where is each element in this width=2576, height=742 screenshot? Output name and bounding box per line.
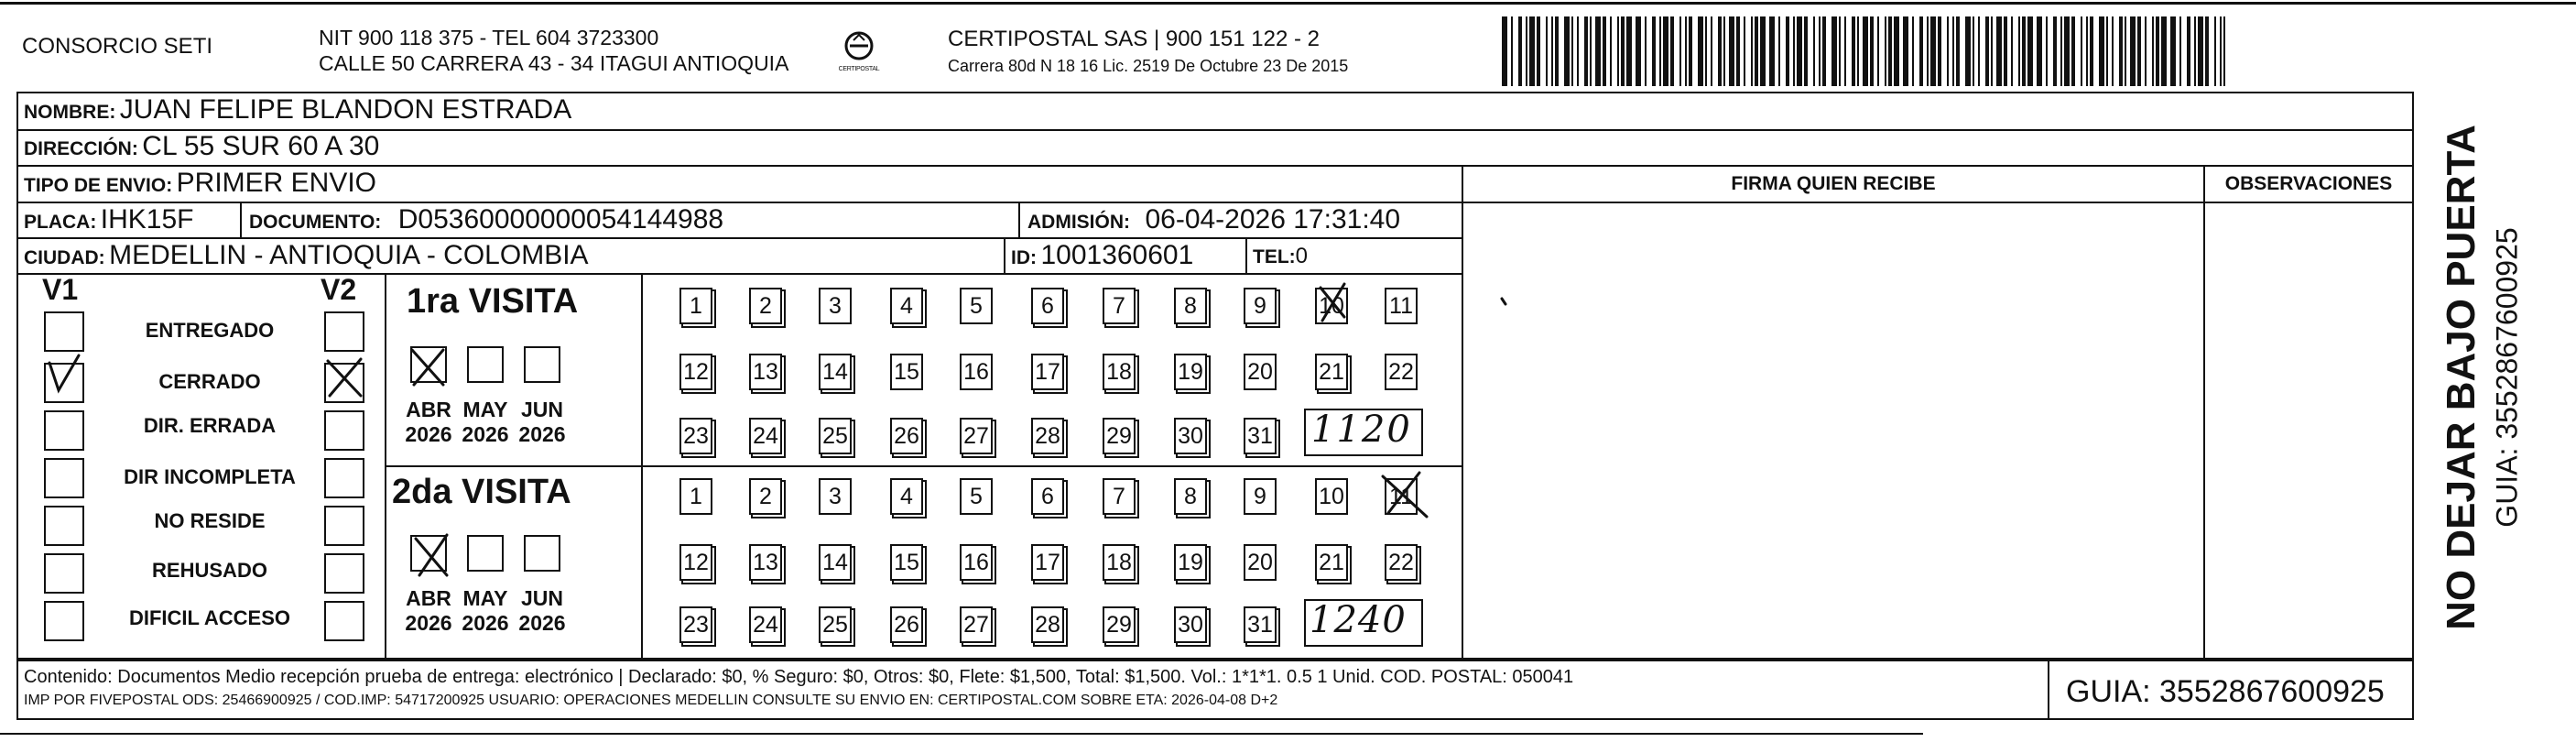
first-visit-month-checkbox[interactable] — [524, 346, 560, 383]
address-line: CALLE 50 CARRERA 43 - 34 ITAGUI ANTIOQUIA — [319, 51, 789, 75]
second-visit-day-26[interactable]: 26 — [890, 606, 923, 643]
barcode-bar — [1751, 16, 1753, 86]
barcode-bar — [1793, 16, 1795, 86]
barcode-bar — [2071, 16, 2075, 86]
direccion-field — [24, 131, 379, 162]
barcode-bar — [2004, 16, 2007, 86]
barcode-bar — [1595, 16, 1601, 86]
v2-checkbox[interactable] — [324, 601, 364, 641]
barcode-bar — [1511, 16, 1513, 86]
first-visit-day-6[interactable]: 6 — [1031, 288, 1064, 324]
first-visit-day-10[interactable]: 10 — [1315, 288, 1348, 324]
barcode-bar — [2086, 16, 2088, 86]
barcode-bar — [1698, 16, 1703, 86]
first-visit-day-3[interactable]: 3 — [819, 288, 852, 324]
first-visit-day-16[interactable]: 16 — [960, 354, 993, 390]
barcode-bar — [1952, 16, 1954, 86]
second-visit-title: 2da VISITA — [392, 473, 571, 511]
barcode-bar — [2064, 16, 2070, 86]
cell-line — [1245, 237, 1247, 273]
status-reason-label: NO RESIDE — [154, 509, 266, 532]
second-visit-day-20[interactable]: 20 — [1244, 544, 1277, 581]
second-visit-day-8[interactable]: 8 — [1174, 478, 1207, 515]
v2-checkbox[interactable] — [324, 553, 364, 594]
barcode-bar — [1985, 16, 1989, 86]
month-name: JUN — [520, 586, 563, 610]
v1-checkbox[interactable] — [44, 601, 84, 641]
second-visit-day-24[interactable]: 24 — [749, 606, 782, 643]
v1-checkbox[interactable] — [44, 363, 84, 403]
id-label: ID: — [1011, 247, 1037, 268]
barcode-bar — [1870, 16, 1874, 86]
barcode-bar — [1760, 16, 1766, 86]
barcode-bar — [1551, 16, 1553, 86]
second-visit-day-28[interactable]: 28 — [1031, 606, 1064, 643]
barcode-bar — [2046, 16, 2048, 86]
barcode-bar — [2022, 16, 2026, 86]
first-visit-month-label — [397, 398, 461, 447]
barcode-bar — [1685, 16, 1687, 86]
barcode-bar — [1537, 16, 1540, 86]
barcode-bar — [1852, 16, 1855, 86]
barcode-bar — [1804, 16, 1808, 86]
barcode-bar — [1844, 16, 1846, 86]
first-visit-day-23[interactable]: 23 — [679, 418, 712, 454]
footer-line2: IMP POR FIVEPOSTAL ODS: 25466900925 / COD.IMP: 54717200925 USUARIO: OPERACIONES MEDELLIN CONSULTE SU ENVIO EN: CERTIPOSTAL.COM SOBRE ETA: 2026-04-08 D+2 — [24, 693, 1278, 708]
second-visit-day-6[interactable]: 6 — [1031, 478, 1064, 515]
barcode-bar — [2053, 16, 2057, 86]
v2-checkbox[interactable] — [324, 410, 364, 451]
status-reason-label: DIFICIL ACCESO — [128, 606, 290, 629]
barcode-bar — [1857, 16, 1859, 86]
certipostal-logo — [831, 26, 886, 81]
first-visit-day-19[interactable]: 19 — [1174, 354, 1207, 390]
month-name: ABR — [406, 398, 451, 421]
certipostal-line2: Carrera 80d N 18 16 Lic. 2519 De Octubre 23 De 2015 — [948, 57, 1349, 75]
second-visit-day-27[interactable]: 27 — [960, 606, 993, 643]
barcode-bar — [1938, 16, 1941, 86]
first-visit-day-4[interactable]: 4 — [890, 288, 923, 324]
first-visit-day-31[interactable]: 31 — [1244, 418, 1277, 454]
tel-label: TEL: — [1253, 246, 1296, 267]
v1-checkbox[interactable] — [44, 410, 84, 451]
second-visit-day-14[interactable]: 14 — [819, 544, 852, 581]
second-visit-day-1[interactable]: 1 — [679, 478, 712, 515]
barcode-bar — [1797, 16, 1802, 86]
month-name: MAY — [462, 398, 508, 421]
second-visit-day-3[interactable]: 3 — [819, 478, 852, 515]
admision-value: 06-04-2026 17:31:40 — [1145, 204, 1401, 235]
barcode-bar — [2037, 16, 2042, 86]
barcode-bar — [1617, 16, 1619, 86]
second-visit-day-29[interactable]: 29 — [1103, 606, 1136, 643]
barcode-bar — [1610, 16, 1612, 86]
barcode-bar — [2011, 16, 2013, 86]
barcode-bar — [1831, 16, 1837, 86]
barcode-bar — [1636, 16, 1641, 86]
first-visit-month-label — [453, 398, 517, 447]
barcode-bar — [2145, 16, 2147, 86]
v2-checkbox[interactable] — [324, 458, 364, 498]
first-visit-day-27[interactable]: 27 — [960, 418, 993, 454]
top-edge — [0, 2, 2576, 5]
first-visit-month-label — [510, 398, 574, 447]
direccion-value: CL 55 SUR 60 A 30 — [142, 131, 380, 161]
first-visit-title: 1ra VISITA — [407, 282, 579, 321]
barcode-bar — [1689, 16, 1692, 86]
second-visit-month-checkbox[interactable] — [524, 535, 560, 572]
bottom-edge — [0, 733, 1923, 735]
placa-field — [24, 204, 194, 235]
barcode-bar — [1621, 16, 1625, 86]
barcode-bar — [1769, 16, 1775, 86]
barcode-bar — [2179, 16, 2181, 86]
barcode-bar — [1571, 16, 1573, 86]
barcode-bar — [1626, 16, 1632, 86]
barcode-bar — [1885, 16, 1886, 86]
month-year: 2026 — [405, 611, 452, 635]
barcode-bar — [2027, 16, 2033, 86]
second-visit-time: 1240 — [1310, 599, 1407, 641]
barcode-bar — [1755, 16, 1758, 86]
barcode-bar — [1956, 16, 1960, 86]
barcode-bar — [1729, 16, 1734, 86]
barcode-bar — [2060, 16, 2062, 86]
status-reason-label: ENTREGADO — [145, 319, 275, 342]
barcode-bar — [1965, 16, 1971, 86]
second-visit-day-18[interactable]: 18 — [1103, 544, 1136, 581]
tipo-envio-value: PRIMER ENVIO — [176, 168, 377, 198]
logo-caption: CERTIPOSTAL — [838, 66, 880, 72]
barcode-bar — [2205, 16, 2209, 86]
barcode-bar — [2125, 16, 2126, 86]
barcode-bar — [2081, 16, 2082, 86]
barcode-bar — [1555, 16, 1559, 86]
tel-field — [1253, 244, 1308, 269]
second-visit-day-16[interactable]: 16 — [960, 544, 993, 581]
barcode-bar — [1930, 16, 1936, 86]
barcode-bar — [2106, 16, 2108, 86]
barcode-bar — [2119, 16, 2123, 86]
nombre-label: NOMBRE: — [24, 102, 116, 123]
second-visit-day-15[interactable]: 15 — [890, 544, 923, 581]
barcode-bar — [1991, 16, 1993, 86]
second-visit-day-31[interactable]: 31 — [1244, 606, 1277, 643]
barcode-bar — [1670, 16, 1674, 86]
barcode-bar — [2112, 16, 2114, 86]
tipo-envio-label: TIPO DE ENVIO: — [24, 175, 173, 196]
footer-line1: Contenido: Documentos Medio recepción prueba de entrega: electrónico | Declarado: $0, % Seguro: $0, Otros: $0, Flete: $1,500, Total: $1,500. Vol.: 1*1*1. 0.5 1 Unid. COD. POSTAL: 050041 — [24, 667, 1574, 687]
second-visit-day-11[interactable]: 11 — [1385, 478, 1418, 515]
month-name: MAY — [462, 586, 508, 610]
id-value: 1001360601 — [1040, 240, 1194, 270]
barcode-bar — [1645, 16, 1647, 86]
barcode-bar — [1577, 16, 1579, 86]
barcode-bar — [1894, 16, 1899, 86]
second-visit-day-5[interactable]: 5 — [960, 478, 993, 515]
documento-field — [249, 204, 723, 235]
row-line — [16, 273, 1463, 275]
obs-col-line — [2203, 165, 2205, 660]
nit-line: NIT 900 118 375 - TEL 604 3723300 — [319, 26, 659, 49]
barcode-bar — [1736, 16, 1740, 86]
barcode-bar — [1744, 16, 1745, 86]
second-visit-month-checkbox[interactable] — [467, 535, 504, 572]
second-visit-month-label — [397, 586, 461, 636]
first-visit-month-checkbox[interactable] — [467, 346, 504, 383]
second-visit-day-2[interactable]: 2 — [749, 478, 782, 515]
nombre-value: JUAN FELIPE BLANDON ESTRADA — [119, 94, 572, 125]
first-visit-day-5[interactable]: 5 — [960, 288, 993, 324]
direccion-label: DIRECCIÓN: — [24, 138, 138, 159]
month-year: 2026 — [405, 422, 452, 446]
barcode-bar — [1996, 16, 2002, 86]
barcode-bar — [2090, 16, 2093, 86]
first-visit-day-21[interactable]: 21 — [1315, 354, 1348, 390]
status-reason-label: REHUSADO — [152, 559, 267, 582]
status-reason-label: DIR. ERRADA — [143, 414, 277, 437]
first-visit-day-8[interactable]: 8 — [1174, 288, 1207, 324]
first-visit-day-24[interactable]: 24 — [749, 418, 782, 454]
barcode-bar — [1502, 16, 1507, 86]
month-year: 2026 — [518, 422, 566, 446]
barcode-bar — [2170, 16, 2176, 86]
month-year: 2026 — [462, 611, 509, 635]
barcode-bar — [2130, 16, 2136, 86]
first-visit-day-18[interactable]: 18 — [1103, 354, 1136, 390]
cell-line — [1004, 237, 1005, 273]
barcode-bar — [2099, 16, 2104, 86]
documento-label: DOCUMENTO: — [249, 212, 382, 233]
barcode-bar — [2152, 16, 2154, 86]
v1-checkbox[interactable] — [44, 506, 84, 546]
ciudad-value: MEDELLIN - ANTIOQUIA - COLOMBIA — [109, 240, 589, 270]
barcode-bar — [1912, 16, 1914, 86]
barcode-bar — [2187, 16, 2190, 86]
company-name: CONSORCIO SETI — [22, 34, 213, 59]
barcode-bar — [1919, 16, 1923, 86]
barcode-bar — [2194, 16, 2196, 86]
first-visit-day-9[interactable]: 9 — [1244, 288, 1277, 324]
second-visit-day-25[interactable]: 25 — [819, 606, 852, 643]
barcode-bar — [2198, 16, 2203, 86]
id-field — [1011, 240, 1193, 271]
first-visit-day-28[interactable]: 28 — [1031, 418, 1064, 454]
v1-checkbox[interactable] — [44, 458, 84, 498]
status-reason-label: CERRADO — [158, 370, 261, 393]
barcode-bar — [1679, 16, 1681, 86]
v2-checkbox[interactable] — [324, 311, 364, 352]
barcode-bar — [1711, 16, 1712, 86]
month-name: JUN — [520, 398, 563, 421]
observaciones-header: OBSERVACIONES — [2224, 173, 2393, 194]
cell-line — [240, 202, 242, 237]
certipostal-line1: CERTIPOSTAL SAS | 900 151 122 - 2 — [948, 27, 1320, 51]
row-line — [16, 202, 2414, 203]
barcode-bar — [2223, 16, 2225, 86]
first-visit-time: 1120 — [1311, 409, 1412, 451]
first-visit-month-checkbox[interactable] — [410, 346, 447, 383]
v1-checkbox[interactable] — [44, 553, 84, 594]
barcode-bar — [1813, 16, 1815, 86]
barcode-bar — [1603, 16, 1606, 86]
barcode-bar — [1903, 16, 1908, 86]
first-visit-day-7[interactable]: 7 — [1103, 288, 1136, 324]
barcode-bar — [1888, 16, 1892, 86]
v2-checkbox[interactable] — [324, 506, 364, 546]
tipo-envio-field — [24, 168, 376, 199]
documento-value: D05360000000054144988 — [397, 204, 724, 235]
cell-line — [1018, 202, 1020, 237]
barcode-bar — [1947, 16, 1949, 86]
barcode-bar — [1973, 16, 1974, 86]
barcode — [1502, 16, 2225, 86]
barcode-bar — [1778, 16, 1780, 86]
barcode-bar — [1927, 16, 1929, 86]
barcode-bar — [1590, 16, 1592, 86]
barcode-bar — [1819, 16, 1821, 86]
first-visit-day-15[interactable]: 15 — [890, 354, 923, 390]
barcode-bar — [1839, 16, 1841, 86]
second-visit-day-17[interactable]: 17 — [1031, 544, 1064, 581]
barcode-bar — [1546, 16, 1548, 86]
first-visit-day-30[interactable]: 30 — [1174, 418, 1207, 454]
first-visit-day-1[interactable]: 1 — [679, 288, 712, 324]
side-warning: NO DEJAR BAJO PUERTA — [2439, 125, 2484, 630]
barcode-bar — [1718, 16, 1722, 86]
tel-value: 0 — [1295, 244, 1309, 268]
placa-label: PLACA: — [24, 212, 97, 233]
first-visit-day-17[interactable]: 17 — [1031, 354, 1064, 390]
first-visit-day-13[interactable]: 13 — [749, 354, 782, 390]
second-visit-day-30[interactable]: 30 — [1174, 606, 1207, 643]
second-visit-month-label — [453, 586, 517, 636]
barcode-bar — [2156, 16, 2159, 86]
barcode-bar — [1564, 16, 1570, 86]
second-visit-day-9[interactable]: 9 — [1244, 478, 1277, 515]
first-visit-day-20[interactable]: 20 — [1244, 354, 1277, 390]
placa-value: IHK15F — [100, 204, 194, 235]
footer-guia: GUIA: 3552867600925 — [2066, 674, 2385, 709]
first-visit-day-25[interactable]: 25 — [819, 418, 852, 454]
barcode-bar — [1877, 16, 1879, 86]
barcode-bar — [1786, 16, 1789, 86]
first-visit-day-14[interactable]: 14 — [819, 354, 852, 390]
month-name: ABR — [406, 586, 451, 610]
barcode-bar — [1863, 16, 1868, 86]
side-guia: GUIA: 3552867600925 — [2490, 227, 2524, 528]
second-visit-day-4[interactable]: 4 — [890, 478, 923, 515]
v1-checkbox[interactable] — [44, 311, 84, 352]
barcode-bar — [2220, 16, 2222, 86]
admision-label: ADMISIÓN: — [1027, 212, 1130, 233]
admision-field — [1027, 204, 1400, 235]
nombre-field — [24, 94, 571, 125]
second-visit-day-23[interactable]: 23 — [679, 606, 712, 643]
first-visit-day-22[interactable]: 22 — [1385, 354, 1418, 390]
barcode-bar — [1659, 16, 1661, 86]
row-line — [16, 165, 2414, 167]
barcode-bar — [2161, 16, 2167, 86]
section-line — [385, 465, 1462, 467]
second-visit-day-13[interactable]: 13 — [749, 544, 782, 581]
first-visit-day-2[interactable]: 2 — [749, 288, 782, 324]
ciudad-label: CIUDAD: — [24, 247, 105, 268]
second-visit-month-label — [510, 586, 574, 636]
barcode-bar — [1526, 16, 1527, 86]
ciudad-field — [24, 240, 589, 271]
status-reason-label: DIR INCOMPLETA — [124, 465, 296, 488]
barcode-bar — [1822, 16, 1826, 86]
barcode-bar — [1529, 16, 1535, 86]
v2-label: V2 — [321, 273, 357, 306]
first-visit-day-26[interactable]: 26 — [890, 418, 923, 454]
firma-col-line — [1462, 165, 1463, 660]
v2-checkbox[interactable] — [324, 363, 364, 403]
barcode-bar — [1584, 16, 1588, 86]
month-year: 2026 — [462, 422, 509, 446]
second-visit-day-19[interactable]: 19 — [1174, 544, 1207, 581]
barcode-bar — [1518, 16, 1522, 86]
barcode-bar — [1978, 16, 1980, 86]
second-visit-month-checkbox[interactable] — [410, 535, 447, 572]
first-visit-day-11[interactable]: 11 — [1385, 288, 1418, 324]
barcode-bar — [1705, 16, 1707, 86]
first-visit-day-12[interactable]: 12 — [679, 354, 712, 390]
second-visit-day-10[interactable]: 10 — [1315, 478, 1348, 515]
second-visit-day-21[interactable]: 21 — [1315, 544, 1348, 581]
second-visit-day-12[interactable]: 12 — [679, 544, 712, 581]
month-year: 2026 — [518, 611, 566, 635]
barcode-bar — [2137, 16, 2141, 86]
barcode-bar — [2018, 16, 2020, 86]
barcode-bar — [2214, 16, 2216, 86]
first-visit-day-29[interactable]: 29 — [1103, 418, 1136, 454]
barcode-bar — [1663, 16, 1668, 86]
second-visit-day-22[interactable]: 22 — [1385, 544, 1418, 581]
barcode-bar — [1652, 16, 1656, 86]
firma-header: FIRMA QUIEN RECIBE — [1731, 173, 1936, 194]
v1-label: V1 — [42, 273, 79, 306]
second-visit-day-7[interactable]: 7 — [1103, 478, 1136, 515]
barcode-bar — [1723, 16, 1725, 86]
